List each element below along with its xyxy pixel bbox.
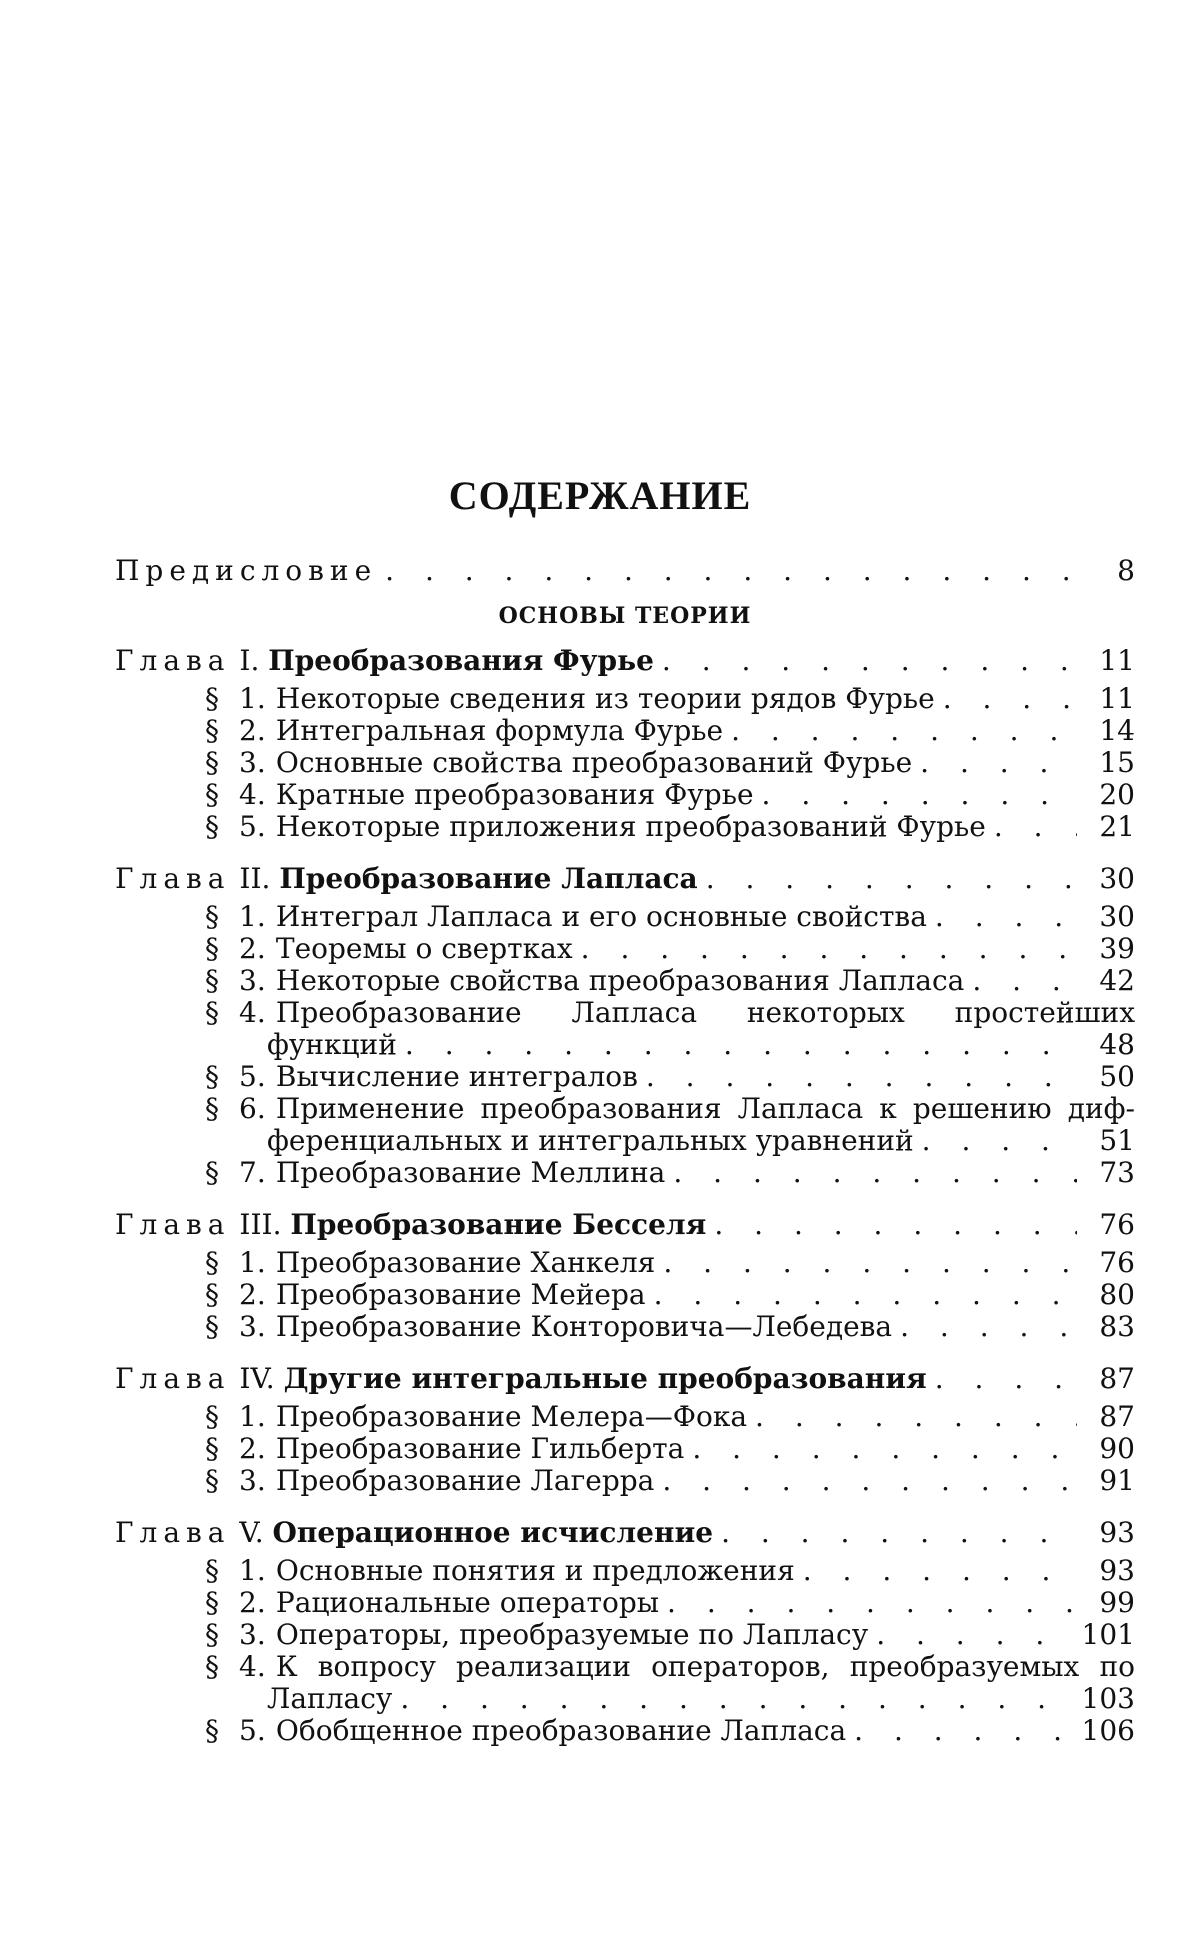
section-number: 2. <box>239 933 267 965</box>
section-page: 106 <box>1082 1715 1135 1747</box>
chapter-5 <box>115 1517 1135 1747</box>
dot-leader <box>900 1311 1077 1343</box>
section-page: 50 <box>1087 1061 1135 1093</box>
chapter-name: Операционное исчисление <box>273 1516 714 1549</box>
section-title: Преобразование Меллина <box>276 1156 665 1189</box>
section-symbol: § <box>205 933 239 965</box>
toc-entry-section[interactable] <box>115 1093 1135 1157</box>
section-title: Некоторые приложения преобразований Фурье <box>276 810 986 843</box>
dot-leader <box>662 1465 1077 1497</box>
chapter-name: Другие интегральные преобразования <box>284 1362 927 1395</box>
section-number: 1. <box>239 1247 267 1279</box>
toc-entry-section[interactable] <box>115 1401 1135 1433</box>
section-number: 1. <box>239 1401 267 1433</box>
toc-entry-section[interactable] <box>115 1433 1135 1465</box>
chapter-name: Преобразование Лапласа <box>279 862 697 895</box>
toc-entry-section[interactable] <box>115 1715 1135 1747</box>
toc-entry-section[interactable] <box>115 683 1135 715</box>
section-title: Теоремы о свертках <box>276 932 573 965</box>
dot-leader <box>385 555 1077 587</box>
page-title: СОДЕРЖАНИЕ <box>0 472 1200 519</box>
dot-leader <box>876 1619 1071 1651</box>
section-number: 3. <box>239 1465 267 1497</box>
section-title: Некоторые свойства преобразования Лапласа <box>276 964 964 997</box>
section-symbol: § <box>205 1715 239 1747</box>
toc-entry-section[interactable] <box>115 901 1135 933</box>
section-page: 76 <box>1087 1247 1135 1279</box>
section-page: 99 <box>1087 1587 1135 1619</box>
table-of-contents <box>115 555 1135 1767</box>
dot-leader <box>935 1363 1077 1395</box>
toc-entry-section[interactable] <box>115 1157 1135 1189</box>
section-symbol: § <box>205 1555 239 1587</box>
toc-entry-chapter[interactable] <box>115 1517 1135 1549</box>
section-number: 3. <box>239 1619 267 1651</box>
section-title: Кратные преобразования Фурье <box>276 778 754 811</box>
section-title: Преобразование Конторовича—Лебедева <box>276 1310 892 1343</box>
section-page: 30 <box>1087 901 1135 933</box>
dot-leader <box>721 1517 1077 1549</box>
section-symbol: § <box>205 1619 239 1651</box>
section-number: 6. <box>239 1093 267 1125</box>
section-symbol: § <box>205 715 239 747</box>
dot-leader <box>972 965 1077 997</box>
chapter-prefix: Глава <box>115 1208 230 1241</box>
dot-leader <box>714 1209 1077 1241</box>
dot-leader <box>755 1401 1077 1433</box>
dot-leader <box>731 715 1077 747</box>
toc-entry-section[interactable] <box>115 1279 1135 1311</box>
section-number: 1. <box>239 901 267 933</box>
section-number: 3. <box>239 1311 267 1343</box>
section-page: 14 <box>1087 715 1135 747</box>
section-title: Интеграл Лапласа и его основные свойства <box>276 900 927 933</box>
section-title: Рациональные операторы <box>276 1586 659 1619</box>
section-symbol: § <box>205 1093 239 1125</box>
section-page: 42 <box>1087 965 1135 997</box>
section-number: 4. <box>239 779 267 811</box>
section-symbol: § <box>205 965 239 997</box>
toc-entry-section[interactable] <box>115 933 1135 965</box>
section-number: 2. <box>239 715 267 747</box>
section-number: 5. <box>239 811 267 843</box>
section-symbol: § <box>205 1061 239 1093</box>
section-symbol: § <box>205 1587 239 1619</box>
section-page: 83 <box>1087 1311 1135 1343</box>
section-number: 2. <box>239 1279 267 1311</box>
toc-entry-section[interactable] <box>115 715 1135 747</box>
section-page: 11 <box>1087 683 1135 715</box>
section-page: 91 <box>1087 1465 1135 1497</box>
section-page: 48 <box>1087 1029 1135 1061</box>
dot-leader <box>646 1061 1077 1093</box>
chapter-prefix: Глава <box>115 1362 230 1395</box>
toc-entry-section[interactable] <box>115 779 1135 811</box>
section-title: Основные свойства преобразований Фурье <box>276 746 912 779</box>
section-symbol: § <box>205 811 239 843</box>
toc-entry-chapter[interactable] <box>115 1363 1135 1395</box>
chapter-number: I. <box>239 644 259 677</box>
dot-leader <box>581 933 1077 965</box>
section-page: 15 <box>1087 747 1135 779</box>
section-symbol: § <box>205 1401 239 1433</box>
section-title: Преобразование Гильберта <box>276 1432 684 1465</box>
toc-entry-section[interactable] <box>115 1247 1135 1279</box>
dot-leader <box>762 779 1077 811</box>
section-symbol: § <box>205 747 239 779</box>
section-title: Интегральная формула Фурье <box>276 714 723 747</box>
section-page: 80 <box>1087 1279 1135 1311</box>
section-page: 103 <box>1082 1683 1135 1715</box>
section-page: 73 <box>1087 1157 1135 1189</box>
toc-entry-section[interactable] <box>115 1619 1135 1651</box>
section-number: 5. <box>239 1715 267 1747</box>
section-number: 1. <box>239 683 267 715</box>
section-symbol: § <box>205 1157 239 1189</box>
section-number: 2. <box>239 1433 267 1465</box>
section-title: Применение преобразования Лапласа к решению диф- <box>276 1093 1135 1125</box>
chapter-page: 93 <box>1087 1517 1135 1549</box>
dot-leader <box>803 1555 1077 1587</box>
section-number: 2. <box>239 1587 267 1619</box>
part-heading: ОСНОВЫ ТЕОРИИ <box>115 603 1135 629</box>
section-title-continued: функций <box>267 1029 397 1061</box>
chapter-1 <box>115 645 1135 843</box>
section-page: 90 <box>1087 1433 1135 1465</box>
section-page: 39 <box>1087 933 1135 965</box>
toc-entry-section[interactable] <box>115 1587 1135 1619</box>
section-number: 3. <box>239 965 267 997</box>
section-page: 21 <box>1087 811 1135 843</box>
section-symbol: § <box>205 997 239 1029</box>
toc-entry-section[interactable] <box>115 1555 1135 1587</box>
preface-label: Предисловие <box>115 555 377 587</box>
toc-entry-section[interactable] <box>115 965 1135 997</box>
dot-leader <box>654 1279 1077 1311</box>
toc-entry-section[interactable] <box>115 1465 1135 1497</box>
dot-leader <box>667 1587 1077 1619</box>
section-symbol: § <box>205 1465 239 1497</box>
toc-entry-chapter[interactable] <box>115 863 1135 895</box>
section-title: К вопросу реализации операторов, преобразуемых по <box>276 1651 1135 1683</box>
chapter-number: III. <box>239 1208 281 1241</box>
toc-entry-section[interactable] <box>115 1061 1135 1093</box>
chapter-prefix: Глава <box>115 644 230 677</box>
section-symbol: § <box>205 1279 239 1311</box>
chapter-prefix: Глава <box>115 862 230 895</box>
section-title: Преобразование Ханкеля <box>276 1246 655 1279</box>
section-title-continued: ференциальных и интегральных уравнений <box>267 1125 914 1157</box>
section-title: Преобразование Мейера <box>276 1278 646 1311</box>
section-title-continued: Лапласу <box>267 1683 392 1715</box>
toc-entry-preface[interactable] <box>115 555 1135 587</box>
chapter-4 <box>115 1363 1135 1497</box>
section-number: 4. <box>239 1651 267 1683</box>
dot-leader <box>943 683 1077 715</box>
section-symbol: § <box>205 901 239 933</box>
chapter-number: II. <box>239 862 270 895</box>
section-symbol: § <box>205 1433 239 1465</box>
section-number: 1. <box>239 1555 267 1587</box>
dot-leader <box>854 1715 1071 1747</box>
chapter-prefix: Глава <box>115 1516 230 1549</box>
chapter-3 <box>115 1209 1135 1343</box>
toc-entry-chapter[interactable] <box>115 645 1135 677</box>
chapter-page: 87 <box>1087 1363 1135 1395</box>
chapter-number: V. <box>239 1516 263 1549</box>
section-page: 93 <box>1087 1555 1135 1587</box>
dot-leader <box>994 811 1077 843</box>
section-title: Некоторые сведения из теории рядов Фурье <box>276 682 935 715</box>
section-page: 51 <box>1087 1125 1135 1157</box>
toc-entry-section[interactable] <box>115 811 1135 843</box>
section-symbol: § <box>205 1247 239 1279</box>
page <box>0 0 1200 1940</box>
section-symbol: § <box>205 683 239 715</box>
section-number: 7. <box>239 1157 267 1189</box>
dot-leader <box>706 863 1077 895</box>
dot-leader <box>692 1433 1077 1465</box>
chapter-name: Преобразования Фурье <box>268 644 654 677</box>
section-title: Вычисление интегралов <box>276 1060 638 1093</box>
chapter-page: 30 <box>1087 863 1135 895</box>
dot-leader <box>922 1125 1077 1157</box>
section-symbol: § <box>205 1311 239 1343</box>
section-page: 87 <box>1087 1401 1135 1433</box>
section-number: 3. <box>239 747 267 779</box>
section-page: 20 <box>1087 779 1135 811</box>
dot-leader <box>662 645 1077 677</box>
section-symbol: § <box>205 779 239 811</box>
section-symbol: § <box>205 1651 239 1683</box>
chapter-number: IV. <box>239 1362 274 1395</box>
dot-leader <box>400 1683 1071 1715</box>
preface-page: 8 <box>1087 555 1135 587</box>
dot-leader <box>663 1247 1077 1279</box>
chapter-page: 76 <box>1087 1209 1135 1241</box>
section-page: 101 <box>1082 1619 1135 1651</box>
section-title: Основные понятия и предложения <box>276 1554 795 1587</box>
section-title: Преобразование Лапласа некоторых простейших <box>276 997 1135 1029</box>
section-number: 5. <box>239 1061 267 1093</box>
dot-leader <box>935 901 1077 933</box>
toc-entry-section[interactable] <box>115 1651 1135 1715</box>
toc-entry-section[interactable] <box>115 997 1135 1061</box>
dot-leader <box>405 1029 1077 1061</box>
section-title: Преобразование Лагерра <box>276 1464 654 1497</box>
chapter-2 <box>115 863 1135 1189</box>
section-number: 4. <box>239 997 267 1029</box>
dot-leader <box>673 1157 1077 1189</box>
toc-entry-chapter[interactable] <box>115 1209 1135 1241</box>
toc-entry-section[interactable] <box>115 1311 1135 1343</box>
toc-entry-section[interactable] <box>115 747 1135 779</box>
dot-leader <box>920 747 1077 779</box>
section-title: Операторы, преобразуемые по Лапласу <box>276 1618 868 1651</box>
chapter-name: Преобразование Бесселя <box>290 1208 706 1241</box>
section-title: Обобщенное преобразование Лапласа <box>276 1714 846 1747</box>
chapter-page: 11 <box>1087 645 1135 677</box>
section-title: Преобразование Мелера—Фока <box>276 1400 747 1433</box>
